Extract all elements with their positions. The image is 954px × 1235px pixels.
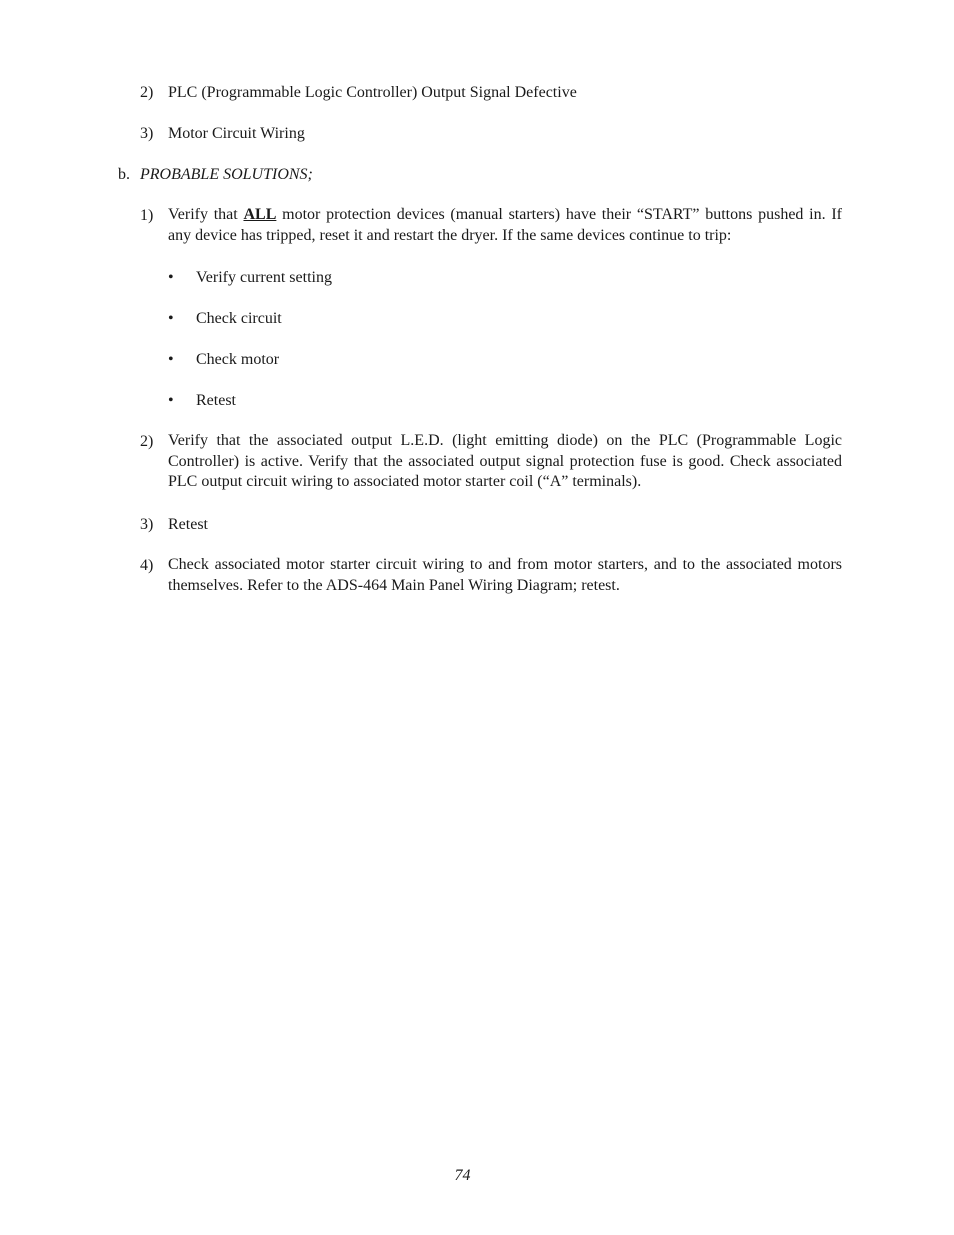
page-number: 74 xyxy=(454,1167,471,1184)
bullet-text: Check motor xyxy=(196,351,280,368)
bullet-icon: • xyxy=(168,310,174,327)
item-text: Retest xyxy=(168,516,208,533)
emphasis-all: ALL xyxy=(243,206,277,223)
bullet-icon: • xyxy=(168,269,174,286)
bullet-text: Verify current setting xyxy=(196,269,332,286)
item-number: 4) xyxy=(140,557,154,574)
item-number: 1) xyxy=(140,207,154,224)
item-text: PLC (Programmable Logic Controller) Output Signal Defective xyxy=(168,84,577,101)
bullet-icon: • xyxy=(168,351,174,368)
item-number: 2) xyxy=(140,433,154,450)
section-title: PROBABLE SOLUTIONS; xyxy=(140,166,313,183)
bullet-text: Check circuit xyxy=(196,310,282,327)
item-number: 3) xyxy=(140,516,154,533)
bullet-icon: • xyxy=(168,392,174,409)
solution-text: Verify that the associated output L.E.D. (light emitting diode) on the PLC (Programmable Logic Controller) is active. Verify that the associated output signal protection fuse is good. Check associated PLC output circuit wiring to associated motor starter coil (“A” terminals). xyxy=(168,432,842,490)
item-number: 2) xyxy=(140,84,154,101)
item-number: 3) xyxy=(140,125,154,142)
bullet-text: Retest xyxy=(196,392,236,409)
item-text: Motor Circuit Wiring xyxy=(168,125,305,142)
solution-text: Verify that ALL motor protection devices (manual starters) have their “START” buttons pushed in. If any device has tripped, reset it and restart the dryer. If the same devices continue to trip: xyxy=(168,206,842,244)
solution-text: Check associated motor starter circuit wiring to and from motor starters, and to the associated motors themselves. Refer to the ADS-464 Main Panel Wiring Diagram; retest. xyxy=(168,556,842,594)
section-letter: b. xyxy=(118,166,130,183)
